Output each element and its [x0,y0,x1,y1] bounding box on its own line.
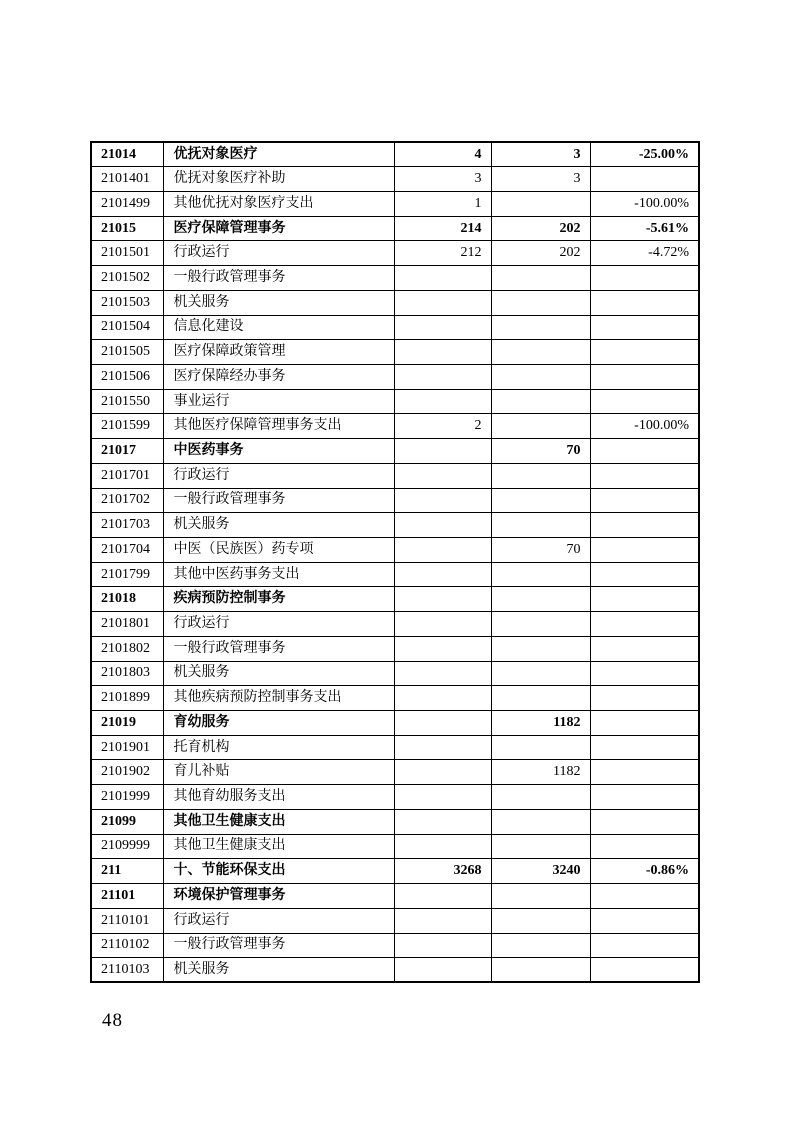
cell-v1 [394,389,491,414]
cell-code: 2101702 [91,488,163,513]
cell-name: 一般行政管理事务 [163,488,394,513]
cell-pct [590,834,699,859]
cell-v1: 1 [394,191,491,216]
table-row [91,587,699,612]
table-row [91,859,699,884]
cell-v1 [394,463,491,488]
cell-pct [590,167,699,192]
cell-pct [590,463,699,488]
cell-code: 2110103 [91,958,163,983]
cell-v1 [394,290,491,315]
cell-name: 疾病预防控制事务 [163,587,394,612]
cell-pct: -5.61% [590,216,699,241]
cell-name: 其他育幼服务支出 [163,785,394,810]
cell-v2: 3 [491,167,590,192]
cell-v2 [491,389,590,414]
cell-pct: -100.00% [590,414,699,439]
cell-v2 [491,562,590,587]
cell-name: 其他医疗保障管理事务支出 [163,414,394,439]
cell-name: 优抚对象医疗补助 [163,167,394,192]
cell-v2 [491,364,590,389]
table-row [91,167,699,192]
cell-pct [590,513,699,538]
cell-name: 中医药事务 [163,439,394,464]
table-row [91,241,699,266]
cell-pct [590,636,699,661]
cell-v1 [394,686,491,711]
cell-v1 [394,884,491,909]
cell-v2: 202 [491,216,590,241]
cell-pct [590,809,699,834]
cell-v1 [394,834,491,859]
budget-table [90,141,700,983]
cell-v2: 70 [491,538,590,563]
cell-v2 [491,785,590,810]
table-row [91,513,699,538]
cell-code: 21015 [91,216,163,241]
cell-code: 2101505 [91,340,163,365]
cell-name: 十、节能环保支出 [163,859,394,884]
cell-code: 2101499 [91,191,163,216]
cell-code: 2101504 [91,315,163,340]
cell-code: 2101701 [91,463,163,488]
budget-table-body [91,142,699,982]
table-row [91,538,699,563]
cell-code: 2101799 [91,562,163,587]
cell-v2 [491,958,590,983]
cell-v1 [394,266,491,291]
cell-pct [590,908,699,933]
cell-pct [590,364,699,389]
cell-name: 医疗保障政策管理 [163,340,394,365]
cell-name: 其他疾病预防控制事务支出 [163,686,394,711]
cell-v2 [491,191,590,216]
table-row [91,933,699,958]
cell-name: 环境保护管理事务 [163,884,394,909]
cell-v1 [394,562,491,587]
cell-name: 一般行政管理事务 [163,933,394,958]
cell-code: 2101506 [91,364,163,389]
table-row [91,636,699,661]
cell-name: 事业运行 [163,389,394,414]
cell-code: 2101999 [91,785,163,810]
cell-v2 [491,340,590,365]
cell-v2 [491,686,590,711]
cell-v2 [491,636,590,661]
page-number: 48 [102,1010,123,1031]
cell-v1 [394,958,491,983]
cell-v1 [394,933,491,958]
cell-v1 [394,711,491,736]
cell-v1 [394,661,491,686]
table-row [91,612,699,637]
cell-v1 [394,315,491,340]
cell-name: 其他中医药事务支出 [163,562,394,587]
cell-code: 2109999 [91,834,163,859]
cell-code: 2101802 [91,636,163,661]
cell-pct [590,933,699,958]
cell-code: 21017 [91,439,163,464]
cell-name: 医疗保障管理事务 [163,216,394,241]
cell-pct [590,488,699,513]
cell-v2 [491,587,590,612]
cell-pct [590,735,699,760]
cell-v2 [491,809,590,834]
cell-name: 其他卫生健康支出 [163,809,394,834]
cell-v1 [394,612,491,637]
cell-code: 21101 [91,884,163,909]
cell-code: 2101703 [91,513,163,538]
cell-code: 2110101 [91,908,163,933]
cell-v1 [394,760,491,785]
table-row [91,661,699,686]
cell-pct [590,884,699,909]
cell-pct [590,439,699,464]
cell-name: 行政运行 [163,241,394,266]
cell-name: 机关服务 [163,513,394,538]
table-row [91,488,699,513]
cell-v2 [491,266,590,291]
cell-code: 2101801 [91,612,163,637]
table-row [91,834,699,859]
cell-v2: 3240 [491,859,590,884]
cell-v2 [491,661,590,686]
cell-code: 21099 [91,809,163,834]
cell-code: 2101501 [91,241,163,266]
cell-pct [590,958,699,983]
cell-name: 机关服务 [163,958,394,983]
cell-code: 2101704 [91,538,163,563]
cell-v1 [394,340,491,365]
cell-name: 育幼服务 [163,711,394,736]
cell-name: 行政运行 [163,908,394,933]
cell-name: 一般行政管理事务 [163,636,394,661]
table-row [91,711,699,736]
cell-pct: -0.86% [590,859,699,884]
cell-v1: 212 [394,241,491,266]
table-row [91,884,699,909]
cell-pct [590,562,699,587]
table-row [91,785,699,810]
cell-v1 [394,439,491,464]
cell-code: 2101901 [91,735,163,760]
cell-v1 [394,364,491,389]
cell-name: 优抚对象医疗 [163,142,394,167]
cell-code: 2101599 [91,414,163,439]
cell-v1 [394,908,491,933]
cell-pct: -100.00% [590,191,699,216]
cell-v2 [491,884,590,909]
cell-code: 21014 [91,142,163,167]
cell-pct [590,587,699,612]
cell-pct [590,760,699,785]
cell-name: 其他卫生健康支出 [163,834,394,859]
table-row [91,809,699,834]
cell-v1: 2 [394,414,491,439]
cell-v1: 214 [394,216,491,241]
table-row [91,266,699,291]
cell-code: 2101401 [91,167,163,192]
cell-v1 [394,513,491,538]
cell-v2 [491,513,590,538]
table-row [91,364,699,389]
cell-pct: -4.72% [590,241,699,266]
cell-v2: 70 [491,439,590,464]
cell-code: 2101899 [91,686,163,711]
cell-v2 [491,315,590,340]
table-row [91,142,699,167]
table-row [91,414,699,439]
cell-code: 2101503 [91,290,163,315]
cell-pct [590,686,699,711]
table-row [91,290,699,315]
table-row [91,216,699,241]
cell-code: 2101902 [91,760,163,785]
cell-v2 [491,933,590,958]
cell-pct [590,340,699,365]
cell-v2 [491,488,590,513]
table-row [91,760,699,785]
cell-code: 211 [91,859,163,884]
cell-v2: 3 [491,142,590,167]
cell-name: 机关服务 [163,661,394,686]
cell-code: 2101550 [91,389,163,414]
cell-v2 [491,463,590,488]
cell-code: 21019 [91,711,163,736]
table-row [91,315,699,340]
cell-code: 2101502 [91,266,163,291]
cell-name: 一般行政管理事务 [163,266,394,291]
cell-v2 [491,908,590,933]
cell-code: 21018 [91,587,163,612]
cell-v1: 3 [394,167,491,192]
cell-v1 [394,785,491,810]
cell-name: 医疗保障经办事务 [163,364,394,389]
cell-name: 中医（民族医）药专项 [163,538,394,563]
cell-name: 育儿补贴 [163,760,394,785]
cell-v2: 1182 [491,711,590,736]
cell-pct [590,711,699,736]
cell-name: 机关服务 [163,290,394,315]
cell-pct: -25.00% [590,142,699,167]
cell-v2 [491,735,590,760]
cell-v2 [491,290,590,315]
table-row [91,562,699,587]
cell-name: 托育机构 [163,735,394,760]
cell-name: 行政运行 [163,612,394,637]
cell-pct [590,785,699,810]
cell-v1: 4 [394,142,491,167]
cell-pct [590,290,699,315]
table-row [91,686,699,711]
cell-pct [590,315,699,340]
table-row [91,340,699,365]
cell-pct [590,612,699,637]
cell-pct [590,538,699,563]
cell-v1: 3268 [394,859,491,884]
cell-pct [590,389,699,414]
cell-v1 [394,735,491,760]
cell-v2 [491,834,590,859]
table-row [91,389,699,414]
cell-v2 [491,414,590,439]
cell-v2: 202 [491,241,590,266]
cell-v1 [394,538,491,563]
cell-name: 行政运行 [163,463,394,488]
cell-pct [590,661,699,686]
table-row [91,908,699,933]
table-row [91,191,699,216]
table-row [91,439,699,464]
cell-name: 信息化建设 [163,315,394,340]
cell-code: 2110102 [91,933,163,958]
cell-v1 [394,809,491,834]
cell-v2: 1182 [491,760,590,785]
cell-v2 [491,612,590,637]
table-row [91,463,699,488]
cell-v1 [394,636,491,661]
cell-pct [590,266,699,291]
cell-v1 [394,587,491,612]
table-row [91,958,699,983]
table-row [91,735,699,760]
cell-v1 [394,488,491,513]
budget-table-container [90,141,700,983]
cell-code: 2101803 [91,661,163,686]
cell-name: 其他优抚对象医疗支出 [163,191,394,216]
